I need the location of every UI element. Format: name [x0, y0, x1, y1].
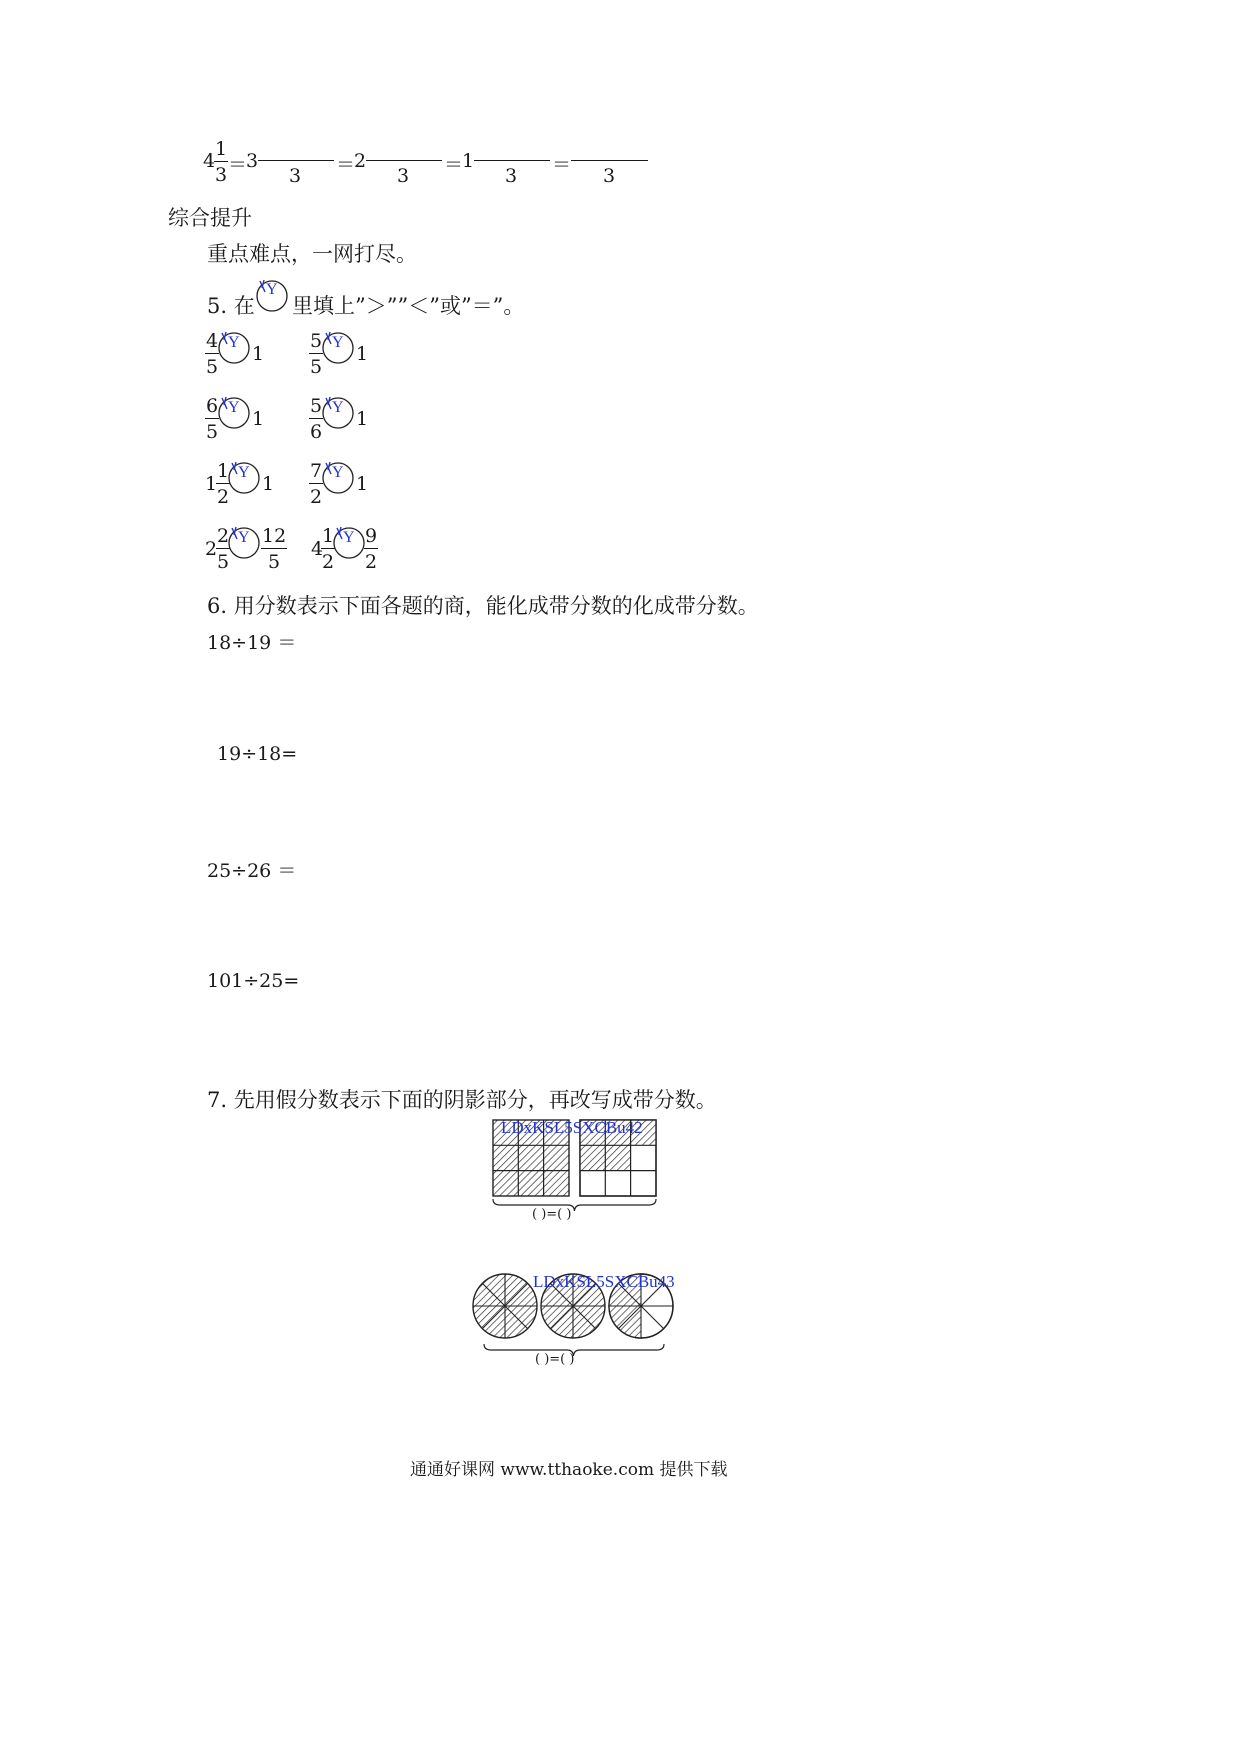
fraction-left: $\frac{1}{2}$	[217, 460, 230, 508]
fraction-left: $\frac{6}{5}$	[206, 395, 219, 443]
numerator-blank-3[interactable]	[474, 160, 550, 161]
whole-number-1: 3	[246, 150, 259, 172]
mixed-whole: 1	[205, 473, 218, 495]
fraction-left: $\frac{2}{5}$	[217, 525, 230, 573]
division-item: 18÷19 ＝	[207, 632, 297, 654]
svg-text:Y: Y	[332, 464, 344, 481]
compare-right-value: 1	[262, 473, 275, 495]
denominator-3: 3	[505, 165, 518, 187]
compare-blank-circle[interactable]	[321, 330, 355, 364]
question-6-title: 6. 用分数表示下面各题的商，能化成带分数的化成带分数。	[207, 594, 759, 618]
fraction-left: $\frac{7}{2}$	[310, 460, 323, 508]
denominator-4: 3	[603, 165, 616, 187]
denominator-2: 3	[397, 165, 410, 187]
compare-blank-circle[interactable]	[227, 460, 261, 494]
denominator-1: 3	[289, 165, 302, 187]
fraction-right: $\frac{9}{2}$	[365, 525, 378, 573]
svg-text:Y: Y	[332, 399, 344, 416]
mixed-whole: 4	[203, 150, 216, 172]
answer-caption: ( )=( )	[532, 1207, 572, 1222]
question-5-instruction: 里填上”＞””＜”或”＝”。	[292, 294, 525, 318]
fraction-left: $\frac{1}{2}$	[322, 525, 335, 573]
svg-text:Y: Y	[228, 334, 240, 351]
svg-text:Y: Y	[228, 399, 240, 416]
mixed-whole: 4	[311, 538, 324, 560]
division-item: 25÷26 ＝	[207, 860, 297, 882]
compare-right-value: 1	[252, 408, 265, 430]
compare-blank-circle[interactable]	[321, 460, 355, 494]
compare-right-value: 1	[252, 343, 265, 365]
numerator-blank-2[interactable]	[366, 160, 442, 161]
svg-text:Y: Y	[238, 529, 250, 546]
equals-sign: ＝	[552, 154, 572, 176]
brace-icon	[493, 1199, 656, 1211]
footer-credit: 通通好课网 www.tthaoke.com 提供下载	[410, 1460, 728, 1480]
compare-blank-circle[interactable]	[217, 395, 251, 429]
mixed-whole: 2	[205, 538, 218, 560]
answer-caption: ( )=( )	[535, 1352, 575, 1367]
division-item: 19÷18=	[217, 743, 298, 765]
svg-text:Y: Y	[238, 464, 250, 481]
marker-letter: Y	[266, 281, 278, 298]
whole-number-3: 1	[462, 150, 475, 172]
mixed-fraction: $\frac{1}{3}$	[215, 138, 228, 186]
svg-text:Y: Y	[332, 334, 344, 351]
section-subtitle: 重点难点，一网打尽。	[207, 242, 417, 266]
compare-blank-circle[interactable]	[217, 330, 251, 364]
fraction-left: $\frac{4}{5}$	[206, 330, 219, 378]
equals-sign: ＝	[444, 154, 464, 176]
numerator-blank-1[interactable]	[258, 160, 334, 161]
compare-circle-icon	[255, 278, 289, 312]
numerator-blank-4[interactable]	[571, 160, 648, 161]
circle-shaded-full	[473, 1274, 537, 1338]
equals-sign: ＝	[228, 154, 248, 176]
fraction-left: $\frac{5}{6}$	[310, 395, 323, 443]
fraction-right: $\frac{12}{5}$	[262, 525, 287, 573]
compare-blank-circle[interactable]	[227, 525, 261, 559]
whole-number-2: 2	[354, 150, 367, 172]
section-title: 综合提升	[168, 206, 252, 230]
compare-blank-circle[interactable]	[332, 525, 366, 559]
compare-right-value: 1	[356, 343, 369, 365]
watermark-text: LDxKSL5SXCBu43	[533, 1272, 675, 1291]
equals-sign: ＝	[336, 154, 356, 176]
watermark-text: LDxKSL5SXCBu42	[501, 1118, 643, 1137]
compare-right-value: 1	[356, 473, 369, 495]
compare-blank-circle[interactable]	[321, 395, 355, 429]
question-5-prefix: 5. 在	[207, 294, 255, 318]
compare-right-value: 1	[356, 408, 369, 430]
division-item: 101÷25=	[207, 970, 300, 992]
svg-text:Y: Y	[343, 529, 355, 546]
question-7-title: 7. 先用假分数表示下面的阴影部分，再改写成带分数。	[207, 1088, 717, 1112]
fraction-left: $\frac{5}{5}$	[310, 330, 323, 378]
